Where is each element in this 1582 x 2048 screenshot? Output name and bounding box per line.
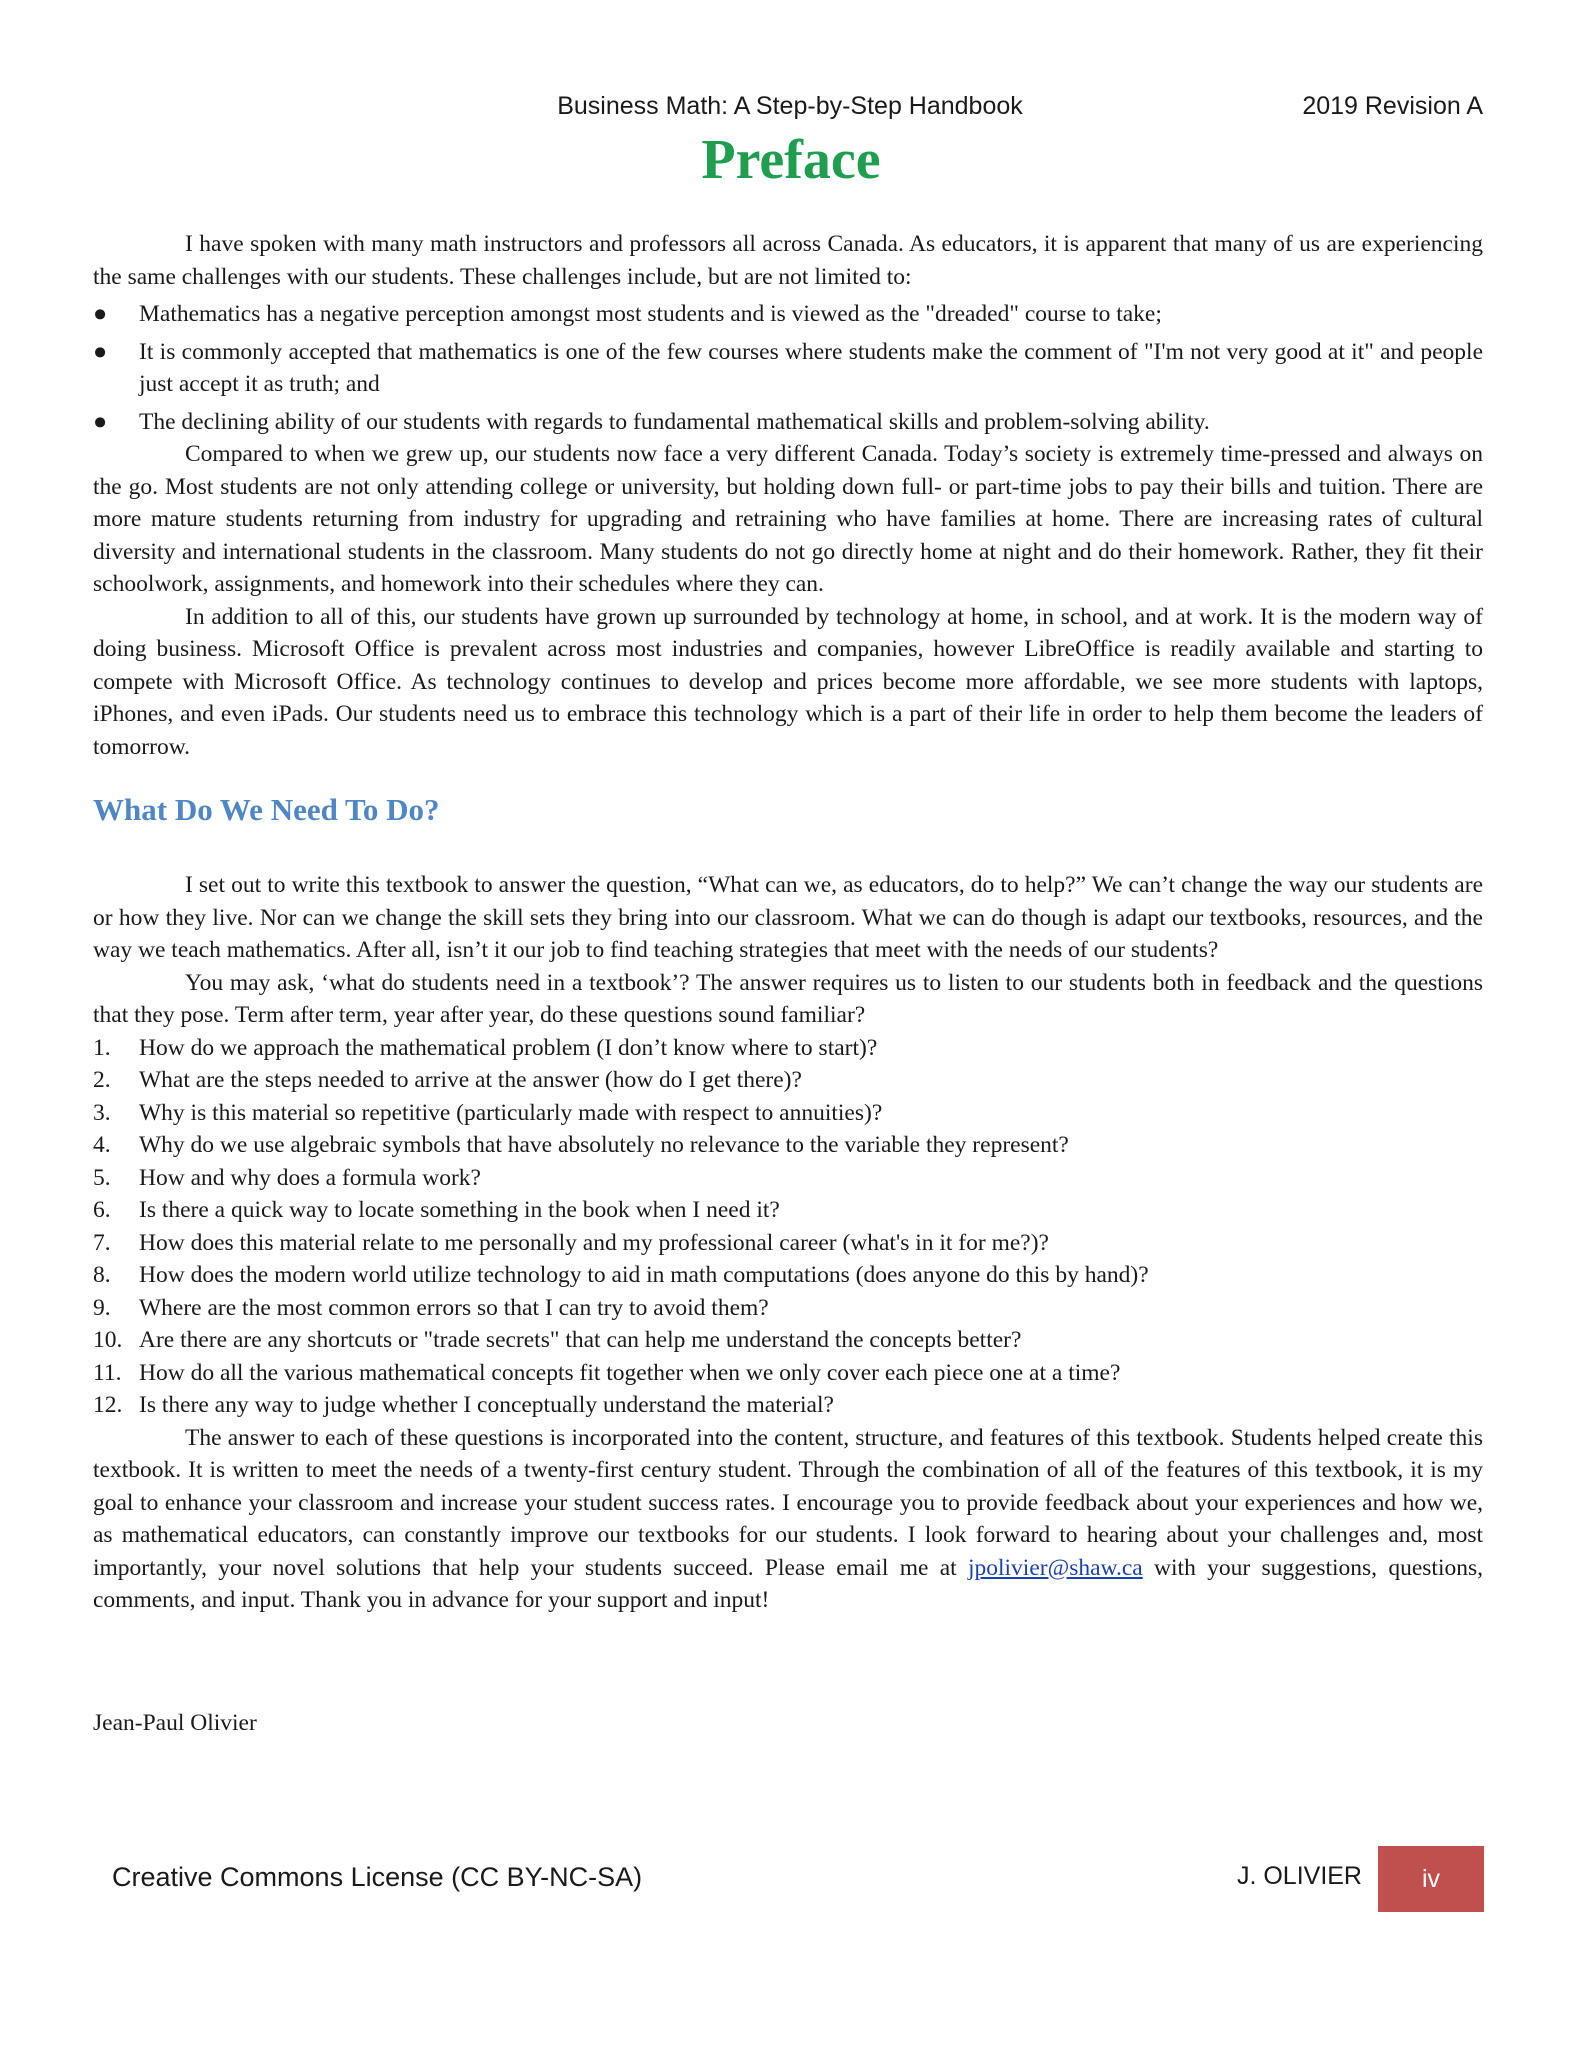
list-number: 4. — [93, 1132, 111, 1158]
page-title: Preface — [701, 129, 881, 191]
list-item — [93, 406, 1483, 439]
what-to-do-section — [93, 869, 1483, 1617]
question-text: How does this material relate to me personally and my professional career (what's in it for me?)? — [139, 1229, 1049, 1256]
list-number: 3. — [93, 1099, 111, 1126]
question-text: How do all the various mathematical concepts fit together when we only cover each piece one at a time? — [139, 1359, 1121, 1386]
question-text: Is there a quick way to locate something in the book when I need it? — [139, 1197, 780, 1223]
list-number: 6. — [93, 1197, 111, 1223]
question-text: Why do we use algebraic symbols that have absolutely no relevance to the variable they represent? — [139, 1132, 1069, 1158]
list-item — [93, 298, 1483, 331]
technology-paragraph: In addition to all of this, our students have grown up surrounded by technology at home, in school, and at work. It is the modern way of doing business. Microsoft Office is prevalent across most industries and companies, however LibreOffice is readily available and starting to compete with Microsoft Office. As technology continues to develop and prices become more affordable, we see more students with laptops, iPhones, and even iPads. Our students need us to embrace this technology which is a part of their life in order to help them become the leaders of tomorrow. — [93, 603, 1483, 760]
bullet-icon: ● — [93, 338, 108, 365]
challenges-list — [93, 298, 1483, 438]
list-number: 11. — [93, 1359, 122, 1386]
bullet-text: The declining ability of our students with regards to fundamental mathematical skills and problem-solving ability. — [139, 408, 1210, 435]
closing-text: The answer to each of these questions is incorporated into the content, structure, and features of this textbook. Students helped create this textbook. It is written to meet the needs of a twenty-first century student. Through the combination of all of the features of this textbook, it is my goal to enhance your classroom and increase your student success rates. I encourage you to provide feedback about your experiences and how we, as mathematical educators, can constantly improve our textbooks for our students. I look forward to hearing about your challenges and, most importantly, your novel solutions that help your students succeed. Please email me at — [93, 1424, 1483, 1581]
list-number: 2. — [93, 1067, 111, 1093]
question-text: Are there are any shortcuts or "trade secrets" that can help me understand the concepts better? — [139, 1327, 1022, 1353]
list-item — [93, 1194, 1483, 1227]
preface-intro-section — [93, 228, 1483, 763]
bullet-text: It is commonly accepted that mathematics is one of the few courses where students make the comment of "I'm not very good at it" and people just accept it as truth; and — [139, 338, 1483, 397]
list-number: 9. — [93, 1294, 111, 1321]
closing-paragraph — [93, 1422, 1483, 1617]
email-link[interactable]: jpolivier@shaw.ca — [967, 1554, 1143, 1581]
footer-author: J. OLIVIER — [1236, 1862, 1362, 1890]
list-number: 8. — [93, 1262, 111, 1288]
list-number: 7. — [93, 1229, 111, 1256]
list-item — [93, 1389, 1483, 1422]
running-header-title: Business Math: A Step-by-Step Handbook — [557, 92, 1023, 120]
list-item — [93, 1162, 1483, 1195]
page-number: iv — [1421, 1864, 1441, 1893]
ask-paragraph: You may ask, ‘what do students need in a textbook’? The answer requires us to listen to our students both in feedback and the questions that they pose. Term after term, year after year, do these questions sound familiar? — [93, 969, 1483, 1028]
list-item — [93, 1227, 1483, 1260]
question-text: Is there any way to judge whether I conceptually understand the material? — [139, 1392, 834, 1418]
closing-text-end: with your suggestions, questions, comments, and input. Thank you in advance for your support and input! — [93, 1554, 1483, 1613]
list-item — [93, 1292, 1483, 1325]
question-text: Where are the most common errors so that I can try to avoid them? — [139, 1294, 769, 1321]
intro-paragraph: I have spoken with many math instructors and professors all across Canada. As educators, it is apparent that many of us are experiencing the same challenges with our students. These challenges include, but are not limited to: — [93, 231, 1483, 290]
list-number: 5. — [93, 1164, 111, 1191]
list-item — [93, 1324, 1483, 1357]
list-item — [93, 1064, 1483, 1097]
question-text: How and why does a formula work? — [139, 1164, 481, 1191]
list-item — [93, 1097, 1483, 1130]
list-number: 12. — [93, 1392, 123, 1418]
running-header-revision: 2019 Revision A — [1302, 92, 1483, 120]
bullet-icon: ● — [93, 301, 108, 327]
list-item — [93, 1357, 1483, 1390]
bullet-icon: ● — [93, 408, 108, 435]
question-text: How do we approach the mathematical problem (I don’t know where to start)? — [139, 1034, 878, 1061]
footer-license: Creative Commons License (CC BY-NC-SA) — [112, 1862, 643, 1892]
list-item — [93, 1259, 1483, 1292]
list-item — [93, 1129, 1483, 1162]
question-paragraph: I set out to write this textbook to answer the question, “What can we, as educators, do to help?” We can’t change the way our students are or how they live. Nor can we change the skill sets they bring into our classroom. What we can do though is adapt our textbooks, resources, and the way we teach mathematics. After all, isn’t it our job to find teaching strategies that meet with the needs of our students? — [93, 872, 1483, 963]
list-item — [93, 336, 1483, 401]
list-item — [93, 1032, 1483, 1065]
section-heading: What Do We Need To Do? — [93, 792, 440, 827]
question-text: How does the modern world utilize technology to aid in math computations (does anyone do this by hand)? — [139, 1262, 1149, 1288]
bullet-text: Mathematics has a negative perception amongst most students and is viewed as the "dreaded" course to take; — [139, 301, 1162, 327]
question-text: What are the steps needed to arrive at the answer (how do I get there)? — [139, 1067, 802, 1093]
canada-paragraph: Compared to when we grew up, our students now face a very different Canada. Today’s society is extremely time-pressed and always on the go. Most students are not only attending college or university, but holding down full- or part-time jobs to pay their bills and tuition. There are more mature students returning from industry for upgrading and retraining who have families at home. There are increasing rates of cultural diversity and international students in the classroom. Many students do not go directly home at night and do their homework. Rather, they fit their schoolwork, assignments, and homework into their schedules where they can. — [93, 441, 1483, 597]
list-number: 10. — [93, 1327, 123, 1353]
author-signature: Jean-Paul Olivier — [93, 1710, 257, 1736]
list-number: 1. — [93, 1034, 111, 1061]
page-number-badge — [1378, 1846, 1484, 1912]
question-text: Why is this material so repetitive (particularly made with respect to annuities)? — [139, 1099, 883, 1126]
questions-list — [93, 1032, 1483, 1422]
